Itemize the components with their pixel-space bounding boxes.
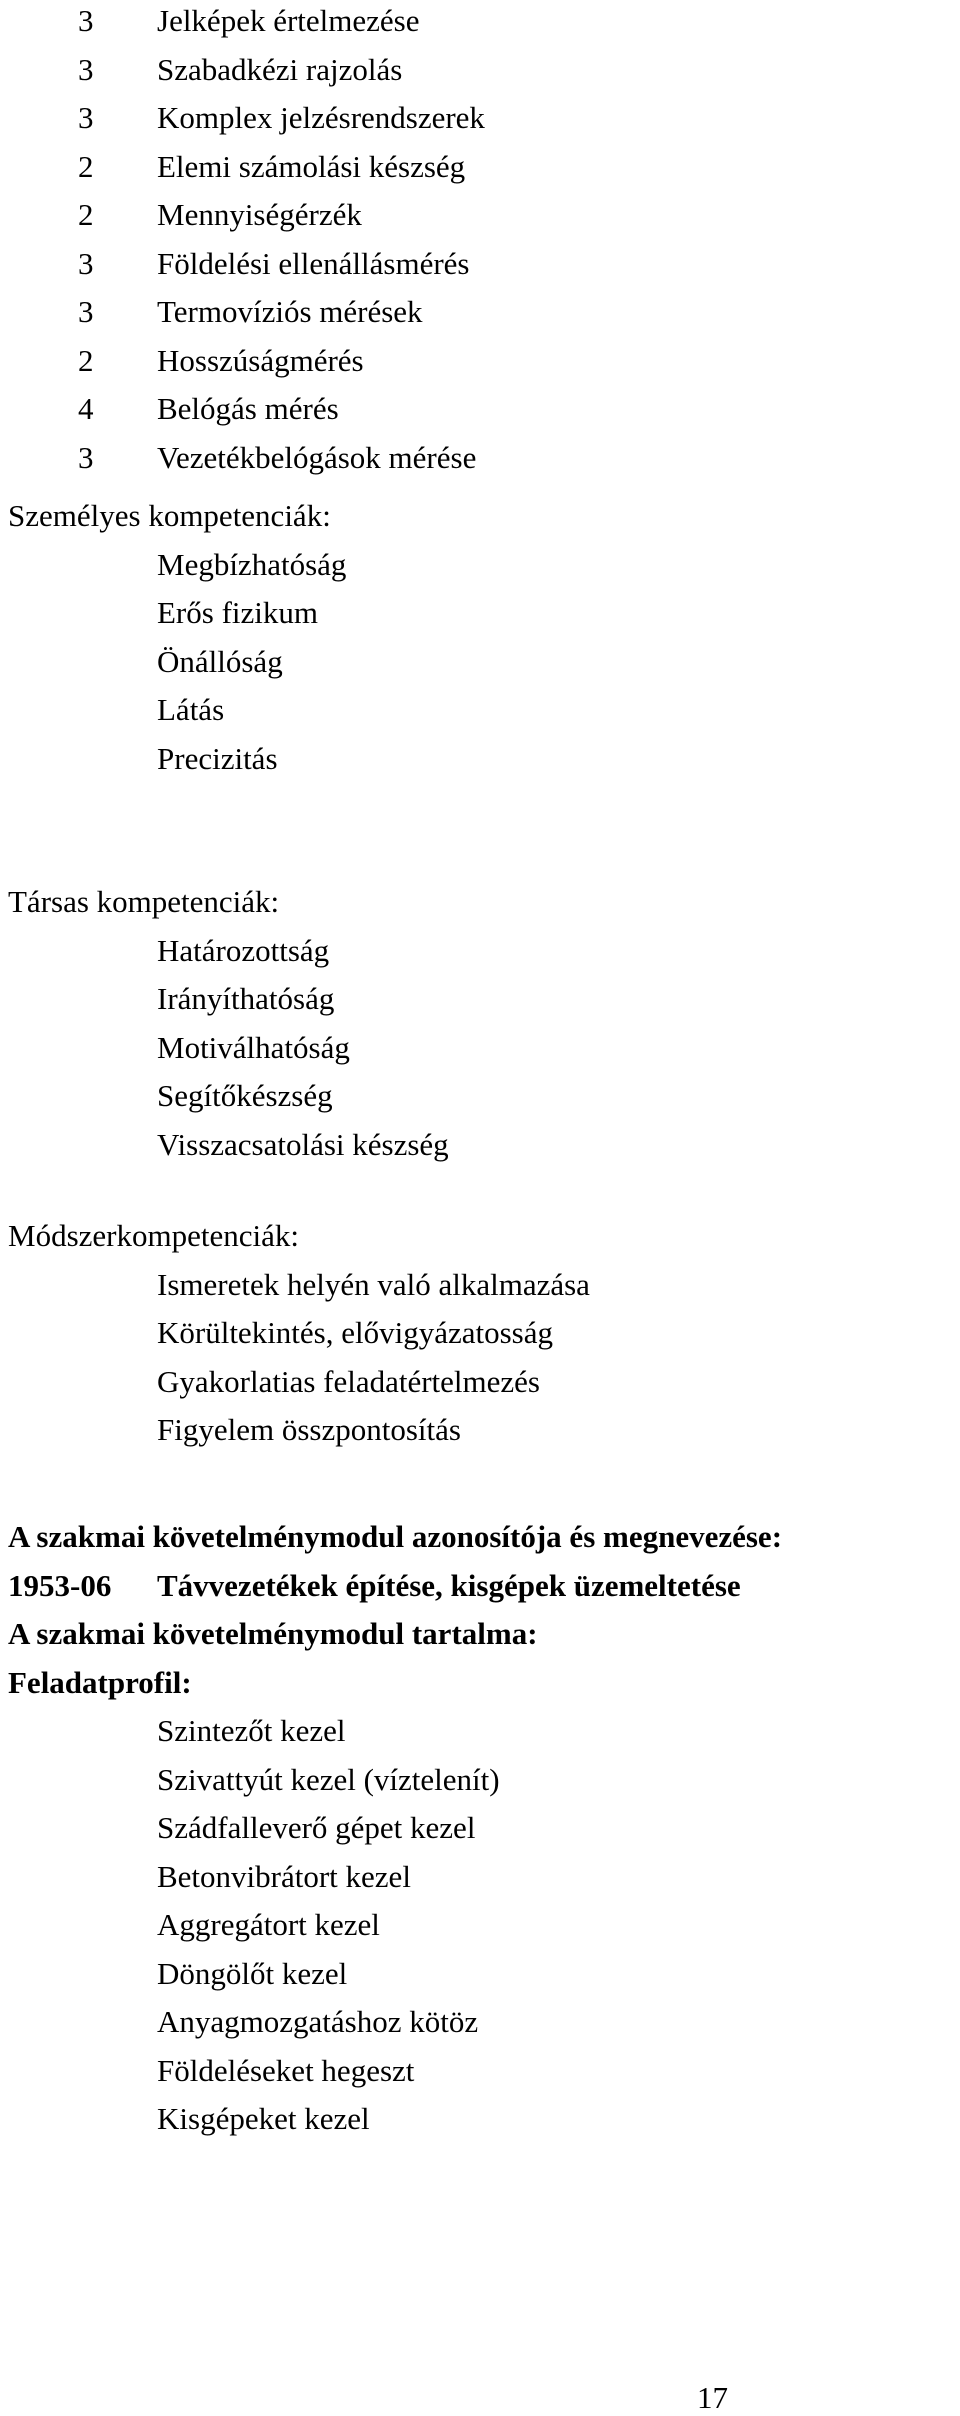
task-item	[0, 1756, 960, 1805]
task-text: Földeléseket hegeszt	[157, 2052, 415, 2088]
skill-level: 3	[78, 294, 94, 329]
skill-row	[0, 94, 960, 143]
personal-heading: Személyes kompetenciák:	[8, 498, 331, 533]
skill-level: 2	[78, 342, 94, 378]
competency-item: Látás	[157, 692, 225, 727]
competency-item: Gyakorlatias feladatértelmezés	[157, 1363, 540, 1399]
skill-level: 3	[78, 51, 94, 87]
module-content-heading-row	[0, 1610, 960, 1659]
profile-heading-row	[0, 1659, 960, 1708]
list-item	[0, 1024, 960, 1073]
list-item	[0, 1406, 960, 1455]
skill-name: Komplex jelzésrendszerek	[157, 100, 485, 135]
skill-level: 2	[78, 197, 94, 232]
list-item	[0, 1309, 960, 1358]
list-item	[0, 1121, 960, 1170]
list-item	[0, 1358, 960, 1407]
task-item	[0, 1853, 960, 1902]
social-heading: Társas kompetenciák:	[8, 884, 280, 919]
competency-item: Motiválhatóság	[157, 1029, 350, 1065]
task-text: Aggregátort kezel	[157, 1907, 380, 1942]
skill-level: 2	[78, 148, 94, 184]
skill-row	[0, 385, 960, 434]
module-code-row	[0, 1562, 960, 1611]
task-text: Kisgépeket kezel	[157, 2101, 370, 2136]
module-title: Távvezetékek építése, kisgépek üzemeltetése	[157, 1567, 741, 1603]
list-item	[0, 1072, 960, 1121]
list-item	[0, 975, 960, 1024]
skill-row	[0, 337, 960, 386]
skill-name: Termovíziós mérések	[157, 294, 423, 329]
skill-row	[0, 0, 960, 46]
module-content-heading: A szakmai követelménymodul tartalma:	[8, 1616, 538, 1651]
skill-name: Vezetékbelógások mérése	[157, 439, 477, 475]
task-item	[0, 1707, 960, 1756]
competency-item: Önállóság	[157, 643, 283, 679]
task-item	[0, 2047, 960, 2096]
list-item	[0, 589, 960, 638]
skill-row	[0, 191, 960, 240]
skill-name: Jelképek értelmezése	[157, 3, 420, 38]
section-heading-row	[0, 878, 960, 927]
competency-item: Irányíthatóság	[157, 981, 335, 1016]
competency-item: Ismeretek helyén való alkalmazása	[157, 1266, 590, 1302]
competency-item: Megbízhatóság	[157, 546, 347, 582]
list-item	[0, 686, 960, 735]
module-id-heading-row	[0, 1513, 960, 1562]
competency-item: Erős fizikum	[157, 595, 318, 630]
module-code: 1953-06	[8, 1567, 112, 1603]
task-text: Szádfalleverő gépet kezel	[157, 1810, 476, 1845]
list-item	[0, 638, 960, 687]
task-text: Szivattyút kezel (víztelenít)	[157, 1761, 500, 1797]
module-id-heading: A szakmai követelménymodul azonosítója és megnevezése:	[8, 1519, 783, 1554]
section-heading-row	[0, 1212, 960, 1261]
list-item	[0, 927, 960, 976]
competency-item: Határozottság	[157, 932, 330, 968]
skill-name: Elemi számolási készség	[157, 148, 466, 184]
skill-level: 4	[78, 391, 94, 426]
skill-row	[0, 288, 960, 337]
skill-row	[0, 46, 960, 95]
task-text: Betonvibrátort kezel	[157, 1858, 411, 1894]
skill-level: 3	[78, 245, 94, 281]
skill-row	[0, 240, 960, 289]
skill-name: Hosszúságmérés	[157, 342, 364, 378]
competency-item: Figyelem összpontosítás	[157, 1412, 461, 1447]
skill-row	[0, 143, 960, 192]
skill-level: 3	[78, 439, 94, 475]
skill-row	[0, 434, 960, 483]
skill-list	[0, 0, 960, 482]
personal-competencies	[0, 492, 960, 783]
task-item	[0, 1901, 960, 1950]
skill-name: Belógás mérés	[157, 391, 339, 426]
task-item	[0, 1998, 960, 2047]
list-item	[0, 735, 960, 784]
task-item	[0, 1804, 960, 1853]
competency-item: Visszacsatolási készség	[157, 1126, 449, 1162]
skill-name: Földelési ellenállásmérés	[157, 245, 470, 281]
skill-name: Szabadkézi rajzolás	[157, 51, 403, 87]
task-item	[0, 2095, 960, 2144]
task-item	[0, 1950, 960, 1999]
task-text: Döngölőt kezel	[157, 1955, 348, 1991]
profile-heading: Feladatprofil:	[8, 1664, 192, 1700]
task-text: Anyagmozgatáshoz kötöz	[157, 2004, 479, 2039]
list-item	[0, 1261, 960, 1310]
skill-name: Mennyiségérzék	[157, 197, 362, 232]
skill-level: 3	[78, 100, 94, 135]
social-competencies	[0, 878, 960, 1169]
skill-level: 3	[78, 3, 94, 38]
module-section	[0, 1513, 960, 2144]
list-item	[0, 541, 960, 590]
task-text: Szintezőt kezel	[157, 1713, 346, 1748]
method-heading: Módszerkompetenciák:	[8, 1218, 299, 1253]
competency-item: Precizitás	[157, 740, 278, 776]
section-heading-row	[0, 492, 960, 541]
page-number: 17	[697, 2380, 728, 2415]
competency-item: Körültekintés, elővigyázatosság	[157, 1315, 554, 1350]
method-competencies	[0, 1212, 960, 1455]
competency-item: Segítőkészség	[157, 1078, 333, 1113]
